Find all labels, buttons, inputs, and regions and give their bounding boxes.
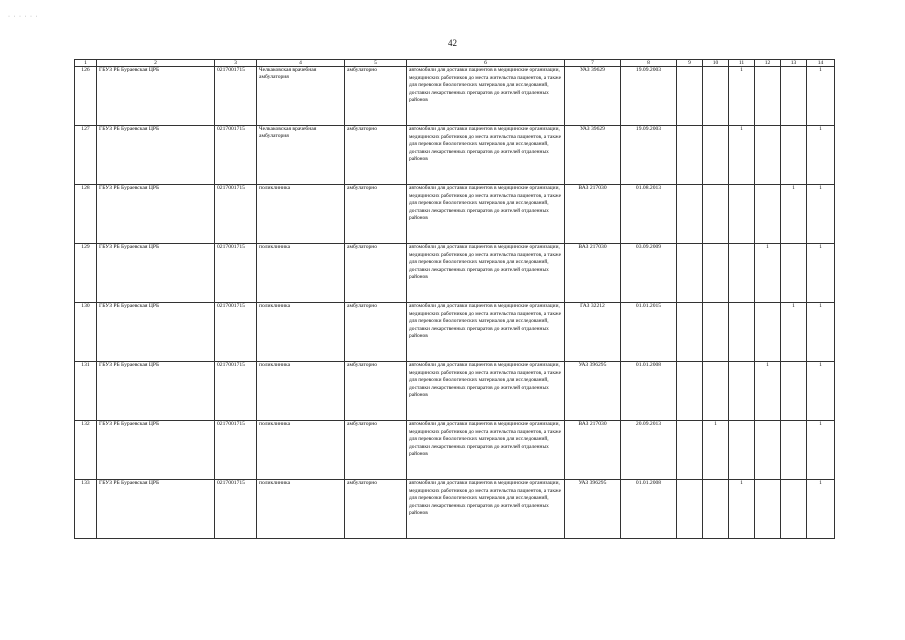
- organization-cell: ГБУЗ РБ Бураевская ЦРБ: [97, 67, 215, 126]
- column-header: 2: [97, 60, 215, 67]
- row-number-cell: 132: [75, 421, 97, 480]
- vehicle-model-cell: УАЗ 396295: [565, 480, 621, 539]
- vehicle-model-cell: ГАЗ 32212: [565, 303, 621, 362]
- column-header: 12: [755, 60, 781, 67]
- column-14-cell: 1: [807, 126, 835, 185]
- code-cell: 0217001715: [215, 480, 257, 539]
- column-10-cell: [703, 185, 729, 244]
- column-13-cell: [781, 126, 807, 185]
- column-10-cell: [703, 303, 729, 362]
- row-number-cell: 126: [75, 67, 97, 126]
- date-cell: 01.01.2008: [621, 362, 677, 421]
- care-type-cell: амбулаторно: [345, 185, 407, 244]
- row-number-cell: 130: [75, 303, 97, 362]
- unit-cell: поликлиника: [257, 303, 345, 362]
- organization-cell: ГБУЗ РБ Бураевская ЦРБ: [97, 480, 215, 539]
- column-header: 8: [621, 60, 677, 67]
- care-type-cell: амбулаторно: [345, 303, 407, 362]
- corner-mark: · · · · · ·: [8, 14, 39, 20]
- column-13-cell: 1: [781, 185, 807, 244]
- column-header: 1: [75, 60, 97, 67]
- purpose-cell: автомобили для доставки пациентов в медицинские организации, медицинских работников до места жительства пациентов, а также для перевозки биологических материалов для исследований, доставки лекарственных препаратов до жителей отдаленных районов: [407, 303, 565, 362]
- purpose-cell: автомобили для доставки пациентов в медицинские организации, медицинских работников до места жительства пациентов, а также для перевозки биологических материалов для исследований, доставки лекарственных препаратов до жителей отдаленных районов: [407, 185, 565, 244]
- unit-cell: Челкаковская врачебная амбулатория: [257, 126, 345, 185]
- code-cell: 0217001715: [215, 421, 257, 480]
- date-cell: 01.01.2008: [621, 480, 677, 539]
- column-12-cell: 1: [755, 244, 781, 303]
- code-cell: 0217001715: [215, 244, 257, 303]
- vehicle-register-table: [74, 59, 835, 539]
- table-row: [75, 244, 835, 303]
- table-row: [75, 185, 835, 244]
- organization-cell: ГБУЗ РБ Бураевская ЦРБ: [97, 362, 215, 421]
- column-13-cell: [781, 362, 807, 421]
- column-10-cell: [703, 480, 729, 539]
- column-12-cell: [755, 126, 781, 185]
- table-row: [75, 67, 835, 126]
- column-14-cell: 1: [807, 303, 835, 362]
- column-11-cell: 1: [729, 126, 755, 185]
- column-14-cell: 1: [807, 480, 835, 539]
- row-number-cell: 127: [75, 126, 97, 185]
- row-number-cell: 133: [75, 480, 97, 539]
- column-header: 7: [565, 60, 621, 67]
- column-9-cell: [677, 185, 703, 244]
- column-14-cell: 1: [807, 421, 835, 480]
- unit-cell: поликлиника: [257, 480, 345, 539]
- column-14-cell: 1: [807, 185, 835, 244]
- column-13-cell: [781, 480, 807, 539]
- unit-cell: поликлиника: [257, 185, 345, 244]
- purpose-cell: автомобили для доставки пациентов в медицинские организации, медицинских работников до места жительства пациентов, а также для перевозки биологических материалов для исследований, доставки лекарственных препаратов до жителей отдаленных районов: [407, 126, 565, 185]
- column-header: 13: [781, 60, 807, 67]
- column-10-cell: [703, 362, 729, 421]
- organization-cell: ГБУЗ РБ Бураевская ЦРБ: [97, 303, 215, 362]
- purpose-cell: автомобили для доставки пациентов в медицинские организации, медицинских работников до места жительства пациентов, а также для перевозки биологических материалов для исследований, доставки лекарственных препаратов до жителей отдаленных районов: [407, 480, 565, 539]
- column-header: 4: [257, 60, 345, 67]
- column-13-cell: [781, 67, 807, 126]
- organization-cell: ГБУЗ РБ Бураевская ЦРБ: [97, 421, 215, 480]
- column-11-cell: 1: [729, 67, 755, 126]
- unit-cell: поликлиника: [257, 244, 345, 303]
- purpose-cell: автомобили для доставки пациентов в медицинские организации, медицинских работников до места жительства пациентов, а также для перевозки биологических материалов для исследований, доставки лекарственных препаратов до жителей отдаленных районов: [407, 244, 565, 303]
- organization-cell: ГБУЗ РБ Бураевская ЦРБ: [97, 244, 215, 303]
- unit-cell: Челкаковская врачебная амбулатория: [257, 67, 345, 126]
- code-cell: 0217001715: [215, 67, 257, 126]
- column-12-cell: [755, 480, 781, 539]
- vehicle-model-cell: ВАЗ 217030: [565, 185, 621, 244]
- table-row: [75, 480, 835, 539]
- column-9-cell: [677, 67, 703, 126]
- code-cell: 0217001715: [215, 185, 257, 244]
- column-11-cell: [729, 421, 755, 480]
- purpose-cell: автомобили для доставки пациентов в медицинские организации, медицинских работников до места жительства пациентов, а также для перевозки биологических материалов для исследований, доставки лекарственных препаратов до жителей отдаленных районов: [407, 67, 565, 126]
- organization-cell: ГБУЗ РБ Бураевская ЦРБ: [97, 126, 215, 185]
- column-13-cell: [781, 244, 807, 303]
- care-type-cell: амбулаторно: [345, 67, 407, 126]
- table-row: [75, 303, 835, 362]
- row-number-cell: 131: [75, 362, 97, 421]
- column-9-cell: [677, 421, 703, 480]
- column-14-cell: 1: [807, 362, 835, 421]
- column-9-cell: [677, 362, 703, 421]
- unit-cell: поликлиника: [257, 421, 345, 480]
- date-cell: 19.09.2003: [621, 126, 677, 185]
- row-number-cell: 129: [75, 244, 97, 303]
- column-10-cell: 1: [703, 421, 729, 480]
- column-header: 10: [703, 60, 729, 67]
- vehicle-model-cell: ВАЗ 217030: [565, 421, 621, 480]
- column-11-cell: [729, 244, 755, 303]
- column-11-cell: [729, 185, 755, 244]
- column-9-cell: [677, 480, 703, 539]
- code-cell: 0217001715: [215, 362, 257, 421]
- column-9-cell: [677, 126, 703, 185]
- date-cell: 20.09.2013: [621, 421, 677, 480]
- care-type-cell: амбулаторно: [345, 480, 407, 539]
- vehicle-model-cell: УАЗ 39629: [565, 126, 621, 185]
- care-type-cell: амбулаторно: [345, 244, 407, 303]
- code-cell: 0217001715: [215, 303, 257, 362]
- column-14-cell: 1: [807, 67, 835, 126]
- care-type-cell: амбулаторно: [345, 362, 407, 421]
- column-9-cell: [677, 303, 703, 362]
- column-header: 11: [729, 60, 755, 67]
- column-11-cell: 1: [729, 480, 755, 539]
- vehicle-model-cell: ВАЗ 217030: [565, 244, 621, 303]
- column-10-cell: [703, 67, 729, 126]
- date-cell: 19.09.2003: [621, 67, 677, 126]
- organization-cell: ГБУЗ РБ Бураевская ЦРБ: [97, 185, 215, 244]
- unit-cell: поликлиника: [257, 362, 345, 421]
- code-cell: 0217001715: [215, 126, 257, 185]
- column-13-cell: [781, 421, 807, 480]
- care-type-cell: амбулаторно: [345, 126, 407, 185]
- page-number: 42: [448, 38, 457, 48]
- column-12-cell: [755, 67, 781, 126]
- date-cell: 01.08.2013: [621, 185, 677, 244]
- date-cell: 03.09.2009: [621, 244, 677, 303]
- column-header: 6: [407, 60, 565, 67]
- column-11-cell: [729, 303, 755, 362]
- table-row: [75, 362, 835, 421]
- vehicle-model-cell: УАЗ 39629: [565, 67, 621, 126]
- column-12-cell: [755, 421, 781, 480]
- purpose-cell: автомобили для доставки пациентов в медицинские организации, медицинских работников до места жительства пациентов, а также для перевозки биологических материалов для исследований, доставки лекарственных препаратов до жителей отдаленных районов: [407, 421, 565, 480]
- column-header: 3: [215, 60, 257, 67]
- column-12-cell: [755, 185, 781, 244]
- column-13-cell: 1: [781, 303, 807, 362]
- header-row: [75, 60, 835, 67]
- column-11-cell: [729, 362, 755, 421]
- column-12-cell: [755, 303, 781, 362]
- column-header: 14: [807, 60, 835, 67]
- column-10-cell: [703, 126, 729, 185]
- table-row: [75, 421, 835, 480]
- column-header: 9: [677, 60, 703, 67]
- date-cell: 01.01.2015: [621, 303, 677, 362]
- row-number-cell: 128: [75, 185, 97, 244]
- column-12-cell: 1: [755, 362, 781, 421]
- purpose-cell: автомобили для доставки пациентов в медицинские организации, медицинских работников до места жительства пациентов, а также для перевозки биологических материалов для исследований, доставки лекарственных препаратов до жителей отдаленных районов: [407, 362, 565, 421]
- table-row: [75, 126, 835, 185]
- column-9-cell: [677, 244, 703, 303]
- vehicle-model-cell: УАЗ 396295: [565, 362, 621, 421]
- column-10-cell: [703, 244, 729, 303]
- column-header: 5: [345, 60, 407, 67]
- column-14-cell: 1: [807, 244, 835, 303]
- care-type-cell: амбулаторно: [345, 421, 407, 480]
